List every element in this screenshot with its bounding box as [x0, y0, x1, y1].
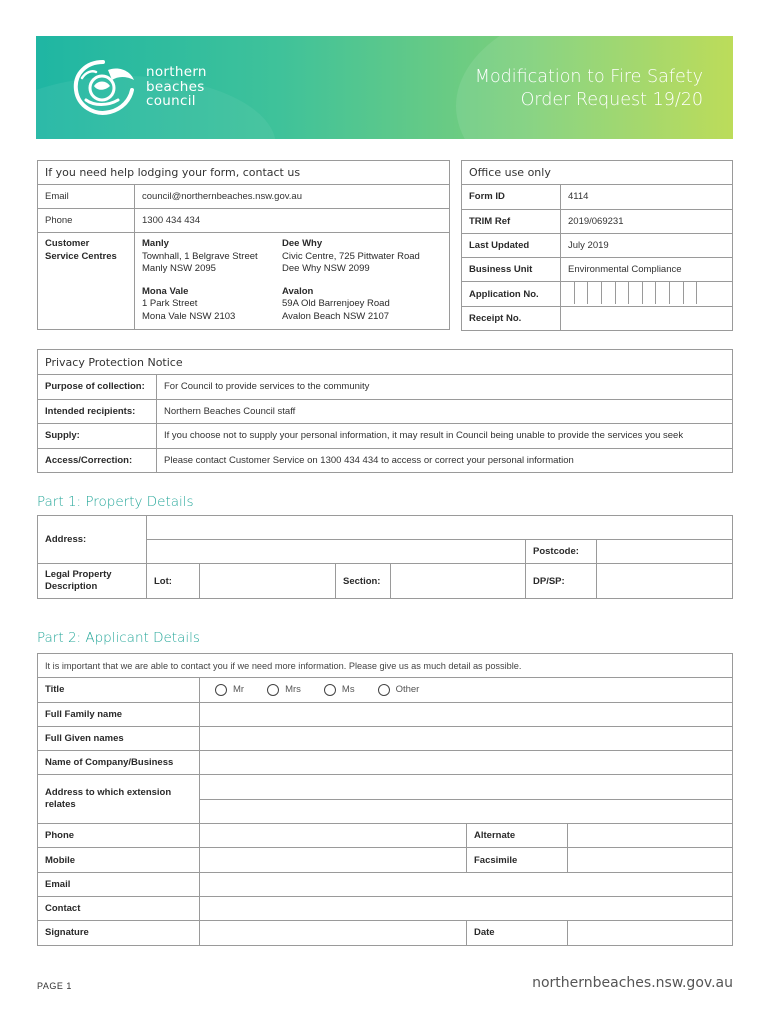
phone-field[interactable]: [200, 824, 467, 848]
title-label: Title: [38, 678, 200, 702]
family-name-label: Full Family name: [38, 702, 200, 726]
phone-label: Phone: [38, 209, 135, 233]
supply-label: Supply:: [38, 424, 157, 449]
date-field[interactable]: [568, 921, 733, 945]
title-option-other[interactable]: Other: [378, 684, 420, 696]
signature-label: Signature: [38, 921, 200, 945]
purpose-label: Purpose of collection:: [38, 375, 157, 400]
page-number: PAGE 1: [37, 981, 72, 991]
service-centres-list: [135, 233, 450, 330]
centre-mona-vale: Mona Vale 1 Park Street Mona Vale NSW 2103: [142, 285, 236, 322]
form-id-value: 4114: [561, 185, 733, 209]
contact-label: Contact: [38, 896, 200, 920]
form-title-line: Order Request 19/20: [520, 90, 703, 110]
applicant-table: [37, 653, 733, 946]
property-table: [37, 515, 733, 599]
privacy-table: [37, 349, 733, 473]
office-heading: Office use only: [462, 161, 733, 185]
email-label: Email: [38, 872, 200, 896]
privacy-heading: Privacy Protection Notice: [38, 350, 733, 375]
service-centres-label: Customer Service Centres: [38, 233, 135, 330]
contact-table: [37, 160, 450, 330]
wordmark-line: council: [146, 93, 196, 109]
centre-manly: Manly Townhall, 1 Belgrave Street Manly NSW 2095: [142, 238, 258, 274]
email-label: Email: [38, 185, 135, 209]
application-no-label: Application No.: [462, 282, 561, 306]
wordmark-line: northern: [146, 64, 207, 80]
section-label: Section:: [336, 564, 391, 598]
business-unit-value: Environmental Compliance: [561, 258, 733, 282]
application-no-boxes[interactable]: [561, 282, 733, 306]
last-updated-value: July 2019: [561, 233, 733, 257]
part2-title: Part 2: Applicant Details: [37, 630, 200, 646]
centre-dee-why: Dee Why Civic Centre, 725 Pittwater Road Dee Why NSW 2099: [282, 238, 420, 274]
alternate-label: Alternate: [467, 824, 568, 848]
postcode-field[interactable]: [597, 540, 733, 564]
purpose-value: For Council to provide services to the community: [157, 375, 733, 400]
office-use-table: [461, 160, 733, 331]
signature-field[interactable]: [200, 921, 467, 945]
access-value: Please contact Customer Service on 1300 434 434 to access or correct your personal information: [157, 448, 733, 473]
facsimile-label: Facsimile: [467, 848, 568, 872]
email-field[interactable]: [200, 872, 733, 896]
form-title: [475, 66, 703, 112]
radio-circle-icon[interactable]: [324, 684, 336, 696]
title-option-ms[interactable]: Ms: [324, 684, 355, 696]
given-names-field[interactable]: [200, 726, 733, 750]
contact-field[interactable]: [200, 896, 733, 920]
supply-value: If you choose not to supply your personal information, it may result in Council being unable to provide the services you seek: [157, 424, 733, 449]
receipt-no-label: Receipt No.: [462, 306, 561, 330]
mobile-field[interactable]: [200, 848, 467, 872]
dpsp-field[interactable]: [597, 564, 733, 599]
part1-title: Part 1: Property Details: [37, 494, 194, 510]
date-label: Date: [467, 921, 568, 945]
lot-field[interactable]: [200, 564, 336, 599]
company-label: Name of Company/Business: [38, 751, 200, 775]
address-field-line2[interactable]: [147, 540, 526, 564]
recipients-label: Intended recipients:: [38, 399, 157, 424]
email-value[interactable]: council@northernbeaches.nsw.gov.au: [135, 185, 450, 209]
business-unit-label: Business Unit: [462, 258, 561, 282]
council-logo-icon: [68, 56, 138, 120]
applicant-intro: It is important that we are able to contact you if we need more information. Please give us as much detail as possible.: [38, 654, 733, 678]
form-id-label: Form ID: [462, 185, 561, 209]
radio-circle-icon[interactable]: [267, 684, 279, 696]
legal-description-label: Legal Property Description: [38, 564, 147, 599]
radio-circle-icon[interactable]: [378, 684, 390, 696]
section-field[interactable]: [391, 564, 525, 598]
given-names-label: Full Given names: [38, 726, 200, 750]
recipients-value: Northern Beaches Council staff: [157, 399, 733, 424]
address-label: Address:: [38, 516, 147, 564]
trim-ref-value: 2019/069231: [561, 209, 733, 233]
dpsp-label: DP/SP:: [526, 564, 597, 599]
title-options: [200, 678, 733, 702]
extension-address-label: Address to which extension relates: [38, 775, 200, 824]
header-banner: [36, 36, 733, 139]
radio-circle-icon[interactable]: [215, 684, 227, 696]
facsimile-field[interactable]: [568, 848, 733, 872]
centre-avalon: Avalon 59A Old Barrenjoey Road Avalon Beach NSW 2107: [282, 285, 390, 322]
family-name-field[interactable]: [200, 702, 733, 726]
title-option-mrs[interactable]: Mrs: [267, 684, 301, 696]
access-label: Access/Correction:: [38, 448, 157, 473]
form-title-line: Modification to Fire Safety: [474, 67, 703, 87]
title-option-mr[interactable]: Mr: [215, 684, 244, 696]
phone-label: Phone: [38, 824, 200, 848]
footer-url[interactable]: northernbeaches.nsw.gov.au: [532, 975, 733, 991]
extension-address-line1[interactable]: [200, 775, 733, 799]
council-wordmark: [146, 65, 207, 109]
wordmark-line: beaches: [146, 78, 205, 95]
receipt-no-field[interactable]: [561, 306, 733, 330]
contact-heading: If you need help lodging your form, contact us: [38, 161, 450, 185]
section-group: [336, 564, 526, 599]
last-updated-label: Last Updated: [462, 233, 561, 257]
phone-value: 1300 434 434: [135, 209, 450, 233]
mobile-label: Mobile: [38, 848, 200, 872]
lot-label: Lot:: [147, 564, 200, 599]
company-field[interactable]: [200, 751, 733, 775]
postcode-label: Postcode:: [526, 540, 597, 564]
alternate-field[interactable]: [568, 824, 733, 848]
trim-ref-label: TRIM Ref: [462, 209, 561, 233]
extension-address-line2[interactable]: [200, 799, 733, 823]
address-field-line1[interactable]: [147, 516, 733, 540]
